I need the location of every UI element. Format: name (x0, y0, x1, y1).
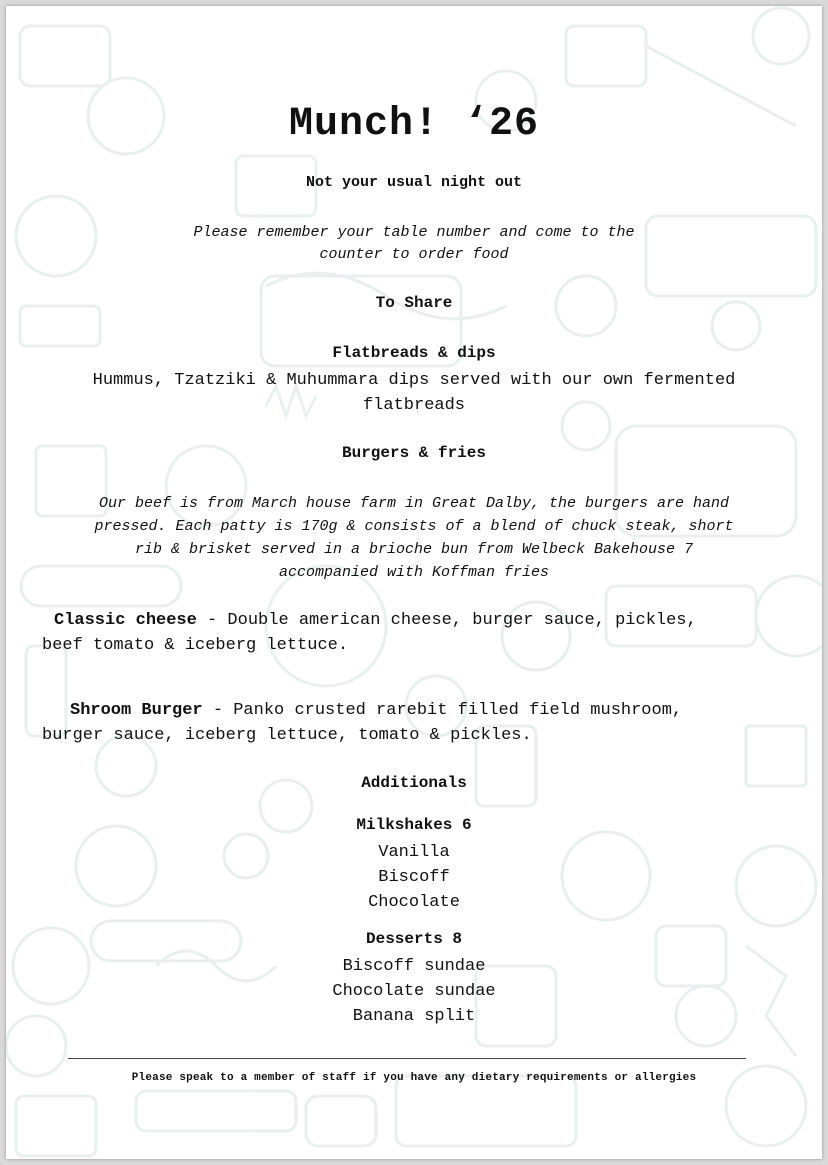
milkshakes-list (6, 840, 822, 915)
list-item: Chocolate (368, 893, 460, 912)
list-item: Banana split (352, 1007, 476, 1026)
desserts-list (6, 954, 822, 1029)
desserts-heading: Desserts 8 (365, 930, 462, 948)
flatbreads-line: Hummus, Tzatziki & Muhummara dips served with our own fermented (92, 371, 736, 390)
item-description: - Panko crusted rarebit filled field mushroom, (202, 701, 683, 720)
additionals-heading: Additionals (361, 774, 467, 792)
list-item: Biscoff sundae (342, 957, 486, 976)
menu-item-shroom-burger (42, 698, 792, 748)
menu-item-classic-cheese (42, 608, 792, 658)
item-name: Classic cheese (54, 611, 197, 630)
intro-line: counter to order food (319, 246, 509, 263)
list-item: Chocolate sundae (332, 982, 496, 1001)
burgers-desc-line: rib & brisket served in a brioche bun from Welbeck Bakehouse 7 (134, 541, 694, 558)
page-title: Munch! ‘26 (288, 102, 540, 147)
item-name: Shroom Burger (70, 701, 203, 720)
burgers-desc-line: accompanied with Koffman fries (278, 564, 550, 581)
menu-page (6, 6, 822, 1159)
intro-note (6, 222, 822, 266)
flatbreads-description (46, 368, 782, 418)
burgers-description (46, 492, 782, 584)
flatbreads-heading: Flatbreads & dips (332, 344, 496, 362)
flatbreads-line: flatbreads (362, 396, 466, 415)
burgers-desc-line: Our beef is from March house farm in Great Dalby, the burgers are hand (98, 495, 730, 512)
tagline: Not your usual night out (305, 174, 523, 191)
list-item: Biscoff (378, 868, 450, 887)
intro-line: Please remember your table number and come to the (193, 224, 635, 241)
section-heading-to-share: To Share (375, 294, 453, 312)
divider (68, 1058, 746, 1059)
item-description: - Double american cheese, burger sauce, pickles, (196, 611, 697, 630)
burgers-heading: Burgers & fries (341, 444, 487, 462)
burgers-desc-line: pressed. Each patty is 170g & consists of a blend of chuck steak, short (94, 518, 734, 535)
milkshakes-heading: Milkshakes 6 (356, 816, 472, 834)
list-item: Vanilla (378, 843, 450, 862)
menu-content (6, 6, 822, 1159)
item-description: burger sauce, iceberg lettuce, tomato & pickles. (42, 726, 532, 745)
footer-note: Please speak to a member of staff if you have any dietary requirements or allergies (131, 1072, 697, 1084)
item-description: beef tomato & iceberg lettuce. (42, 636, 349, 655)
